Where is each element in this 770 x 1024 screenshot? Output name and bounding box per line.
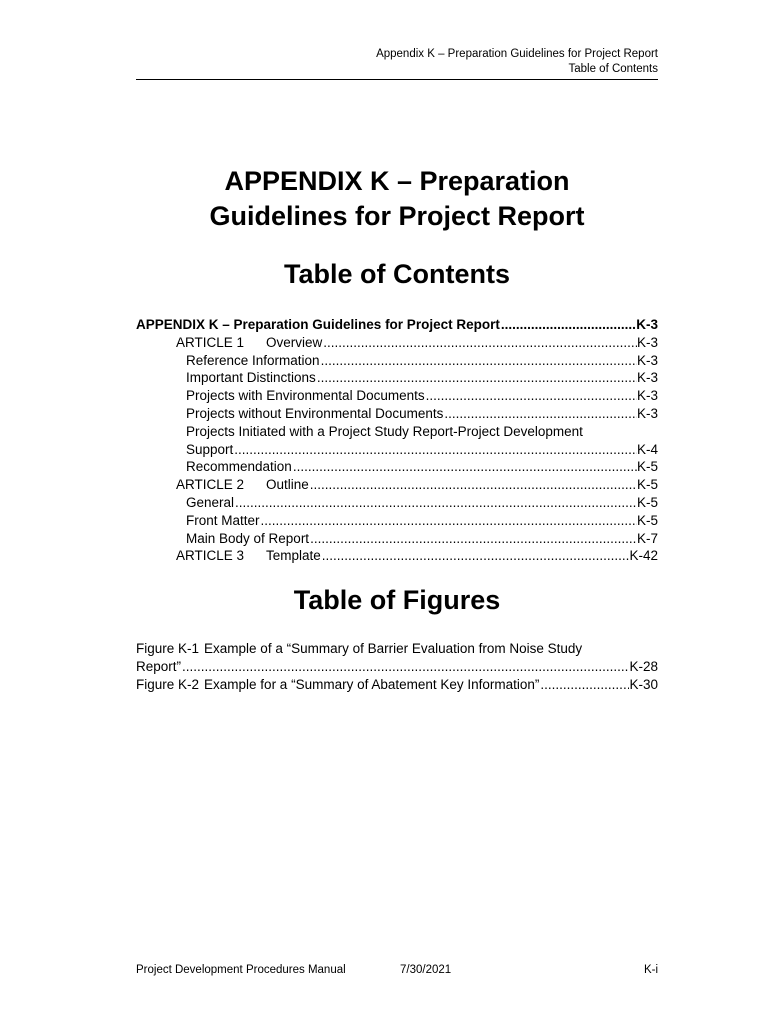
toc-entry-article-1[interactable]	[136, 334, 658, 352]
page-title-line-2: Guidelines for Project Report	[209, 201, 585, 231]
article-number: ARTICLE 2	[176, 477, 245, 493]
table-of-contents	[136, 316, 658, 565]
dot-leader	[309, 530, 637, 548]
footer-date: 7/30/2021	[400, 964, 452, 976]
table-of-figures	[136, 640, 658, 693]
toc-entry-text: General	[186, 494, 235, 510]
toc-entry-text: Projects without Environmental Documents	[186, 405, 444, 421]
toc-entry-text: Main Body of Report	[186, 530, 310, 546]
toc-entry-page: K-3	[636, 334, 658, 350]
toc-entry-page: K-4	[636, 441, 658, 457]
toc-entry-text: Important Distinctions	[186, 370, 316, 386]
dot-leader	[316, 369, 637, 387]
dot-leader	[443, 405, 637, 423]
toc-entry-page: K-42	[629, 548, 658, 564]
toc-entry-text: Support	[186, 441, 234, 457]
toc-entry-text: Recommendation	[186, 459, 292, 475]
toc-entry-page: K-3	[636, 317, 658, 332]
toc-entry-page: K-3	[636, 370, 658, 386]
figures-heading: Table of Figures	[293, 585, 501, 615]
toc-entry-page: K-3	[636, 388, 658, 404]
figure-entry-text: Report”	[136, 658, 182, 674]
toc-entry[interactable]	[136, 494, 658, 512]
toc-entry-page: K-5	[636, 477, 658, 493]
toc-entry-page: K-5	[636, 512, 658, 528]
figure-entry-page: K-28	[629, 658, 658, 674]
toc-entry[interactable]	[136, 352, 658, 370]
dot-leader	[181, 658, 629, 676]
dot-leader	[292, 458, 637, 476]
dot-leader	[321, 547, 630, 565]
toc-entry[interactable]	[136, 441, 658, 459]
page-title-line-1: APPENDIX K – Preparation	[224, 166, 570, 196]
article-number: ARTICLE 3	[176, 548, 245, 564]
toc-entry-page: K-5	[636, 459, 658, 475]
toc-entry-text: Template	[266, 548, 321, 564]
toc-entry-article-2[interactable]	[136, 476, 658, 494]
footer-manual-name: Project Development Procedures Manual	[136, 964, 346, 976]
running-header	[136, 47, 658, 77]
figure-entry[interactable]	[136, 658, 658, 676]
toc-entry-page: K-5	[636, 494, 658, 510]
toc-entry-text: Outline	[266, 477, 309, 493]
toc-entry[interactable]	[136, 369, 658, 387]
toc-entry[interactable]	[136, 387, 658, 405]
dot-leader	[233, 441, 637, 459]
toc-entry-text: APPENDIX K – Preparation Guidelines for Project Report	[136, 317, 500, 332]
toc-entry-page: K-3	[636, 405, 658, 421]
running-header-title: Appendix K – Preparation Guidelines for Project Report	[376, 48, 658, 60]
toc-entry-text: Reference Information	[186, 352, 320, 368]
dot-leader	[539, 676, 629, 694]
toc-entry-page: K-7	[636, 530, 658, 546]
dot-leader	[234, 494, 637, 512]
toc-entry-page: K-3	[636, 352, 658, 368]
figure-entry-page: K-30	[629, 676, 658, 692]
dot-leader	[260, 512, 637, 530]
footer-page-number: K-i	[643, 964, 658, 976]
toc-entry[interactable]	[136, 512, 658, 530]
figure-entry-text: Example for a “Summary of Abatement Key Information”	[204, 676, 540, 692]
article-number: ARTICLE 1	[176, 334, 245, 350]
toc-entry-article-3[interactable]	[136, 547, 658, 565]
toc-entry-text: Projects with Environmental Documents	[186, 388, 425, 404]
toc-entry-text: Front Matter	[186, 512, 260, 528]
page-title	[136, 164, 658, 234]
figure-number: Figure K-2	[136, 676, 200, 692]
toc-entry[interactable]	[136, 530, 658, 548]
toc-entry[interactable]	[136, 458, 658, 476]
toc-entry-text: Overview	[266, 334, 323, 350]
dot-leader	[500, 316, 636, 334]
toc-entry[interactable]	[136, 405, 658, 423]
figure-number: Figure K-1	[136, 641, 200, 656]
toc-entry-appendix[interactable]	[136, 316, 658, 334]
running-header-subtitle: Table of Contents	[568, 63, 658, 75]
figure-entry-wrapped-line[interactable]	[136, 640, 658, 658]
dot-leader	[322, 334, 637, 352]
dot-leader	[320, 352, 637, 370]
figure-entry-text: Example of a “Summary of Barrier Evaluation from Noise Study	[204, 641, 583, 656]
toc-entry-text: Projects Initiated with a Project Study Report-Project Development	[186, 423, 583, 439]
toc-heading: Table of Contents	[284, 259, 510, 289]
figure-entry[interactable]	[136, 676, 658, 694]
dot-leader	[309, 476, 637, 494]
header-rule	[136, 79, 658, 80]
dot-leader	[425, 387, 637, 405]
toc-entry-wrapped-line[interactable]	[136, 423, 658, 441]
